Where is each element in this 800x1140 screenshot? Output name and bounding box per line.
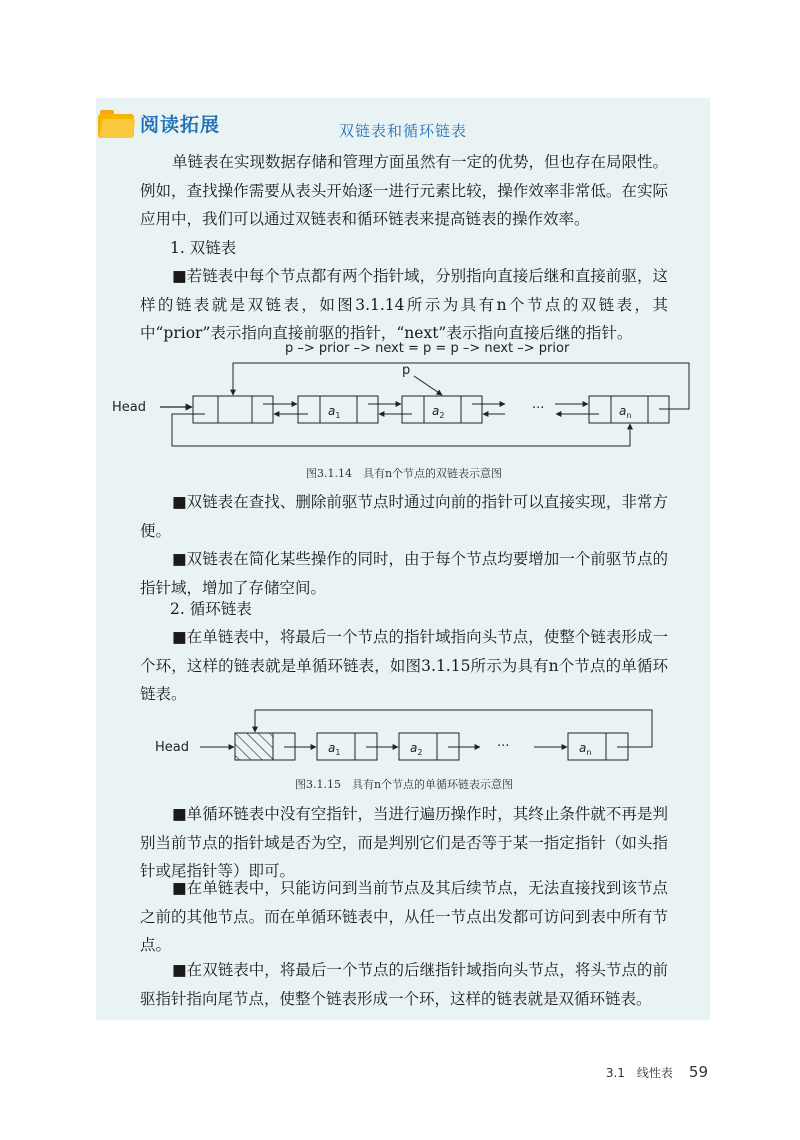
fig2-label-a2: a xyxy=(410,741,418,755)
fig1-formula: p –> prior –> next = p = p –> next –> prior xyxy=(285,341,570,356)
fig1-head-node xyxy=(193,396,273,423)
fig1-sub-an: n xyxy=(626,411,632,420)
fig2-sub-an: n xyxy=(586,748,592,757)
paragraph-circular-definition: ■在单链表中，将最后一个节点的指针域指向头节点，使整个链表形成一个环，这样的链表就是单循环链表，如图3.1.15所示为具有n个节点的单循环链表。 xyxy=(140,628,668,703)
badge-label: 阅读拓展 xyxy=(140,113,221,136)
fig2-label-an: a xyxy=(579,741,587,755)
heading-circular-linked-list: 2. 循环链表 xyxy=(170,600,252,618)
fig1-pointer-p: p xyxy=(402,363,411,378)
paragraph-circular-traversal: ■单循环链表中没有空指针，当进行遍历操作时，其终止条件就不再是判别当前节点的指针域是否为空，而是判别它们是否等于某一指定指针（如头指针或尾指针等）即可。 xyxy=(140,805,668,880)
fig2-sub-a1: 1 xyxy=(335,748,341,757)
figure2-caption: 图3.1.15 具有n个节点的单循环链表示意图 xyxy=(294,778,514,791)
page-number: 59 xyxy=(688,1063,708,1081)
intro-paragraph: 单链表在实现数据存储和管理方面虽然有一定的优势，但也存在局限性。例如，查找操作需要从表头开始逐一进行元素比较，操作效率非常低。在实际应用中，我们可以通过双链表和循环链表来提高链表的操作效率。 xyxy=(140,153,669,228)
paragraph-doubly-definition: ■若链表中每个节点都有两个指针域，分别指向直接后继和直接前驱，这样的链表就是双链表，如图3.1.14所示为具有n个节点的双链表，其中“prior”表示指向直接前驱的指针，“next”表示指向直接后继的指针。 xyxy=(140,267,668,342)
fig1-head-label: Head xyxy=(112,400,146,415)
paragraph-doubly-advantage: ■双链表在查找、删除前驱节点时通过向前的指针可以直接实现，非常方便。 xyxy=(140,493,668,540)
paragraph-circular-access: ■在单链表中，只能访问到当前节点及其后续节点，无法直接找到该节点之前的其他节点。而在单循环链表中，从任一节点出发都可访问到表中所有节点。 xyxy=(140,879,668,954)
circular-linked-list-diagram xyxy=(100,700,710,778)
fig2-sub-a2: 2 xyxy=(417,748,423,757)
page-footer xyxy=(606,1063,708,1081)
fig1-ellipsis: ··· xyxy=(532,401,545,416)
paragraph-double-circular: ■在双链表中，将最后一个节点的后继指针域指向头节点，将头节点的前驱指针指向尾节点，使整个链表形成一个环，这样的链表就是双循环链表。 xyxy=(140,961,668,1008)
fig2-label-a1: a xyxy=(328,741,336,755)
svg-text:an xyxy=(619,404,631,420)
svg-text:a2 xyxy=(432,404,444,420)
fig1-sub-a2: 2 xyxy=(439,411,445,420)
heading-doubly-linked-list: 1. 双链表 xyxy=(170,239,237,257)
fig1-label-a1: a xyxy=(328,404,336,418)
fig1-sub-a1: 1 xyxy=(335,411,341,420)
fig1-label-a2: a xyxy=(432,404,440,418)
fig2-ellipsis: ··· xyxy=(497,739,510,754)
svg-text:a1 xyxy=(328,404,340,420)
fig1-label-an: a xyxy=(619,404,627,418)
footer-section: 3.1 线性表 xyxy=(605,1066,673,1080)
figure1-caption: 图3.1.14 具有n个节点的双链表示意图 xyxy=(305,467,503,480)
svg-text:a1 xyxy=(328,741,340,757)
svg-text:an xyxy=(579,741,591,757)
fig2-head-label: Head xyxy=(155,740,189,755)
svg-text:a2 xyxy=(410,741,422,757)
paragraph-doubly-cost: ■双链表在简化某些操作的同时，由于每个节点均要增加一个前驱节点的指针域，增加了存储空间。 xyxy=(140,550,668,597)
section-title: 双链表和循环链表 xyxy=(338,122,467,140)
doubly-linked-list-diagram xyxy=(100,330,710,460)
